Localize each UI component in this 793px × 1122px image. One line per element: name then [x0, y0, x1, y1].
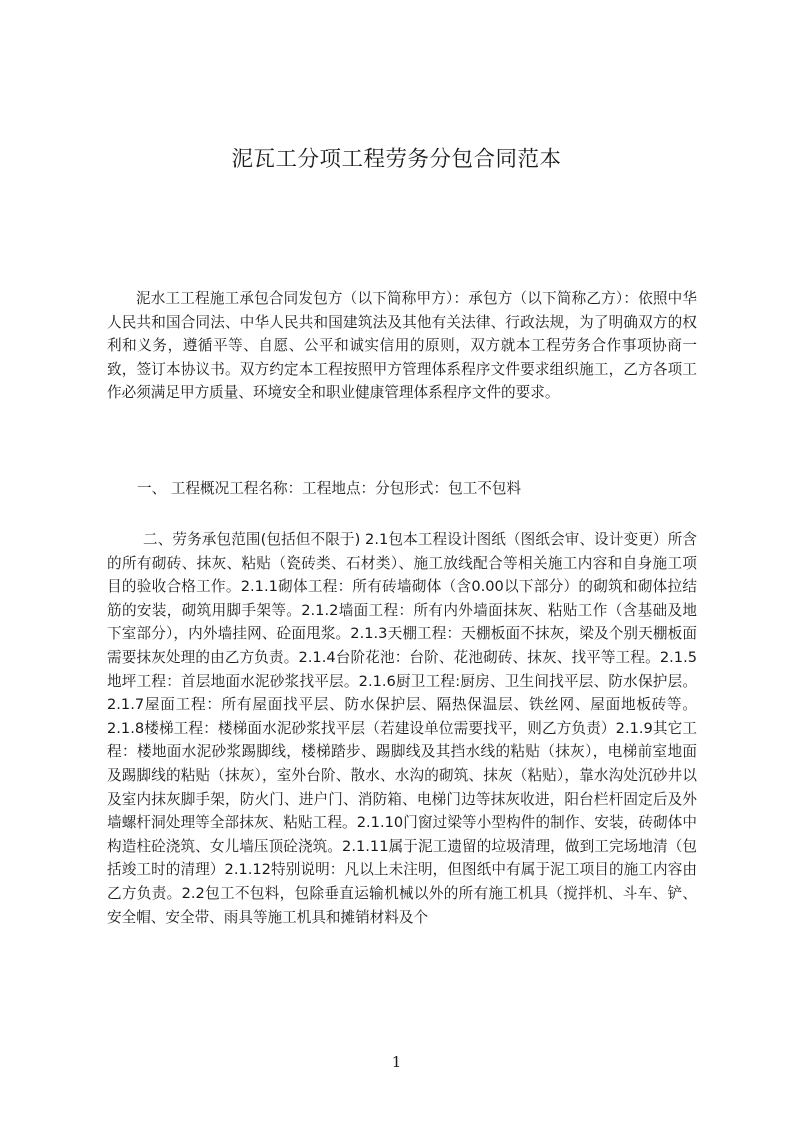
section-2-labor-scope: 二、劳务承包范围(包括但不限于) 2.1包本工程设计图纸（图纸会审、设计变更）所含的所有砌砖、抹灰、粘贴（瓷砖类、石材类）、施工放线配合等相关施工内容和自身施工项目的验收合格工作。2.1.1砌体工程：所有砖墙砌体（含0.00以下部分）的砌筑和砌体拉结筋的安装，砌筑用脚手架等。2.1.2墙面工程：所有内外墙面抹灰、粘贴工作（含基础及地下室部分），内外墙挂网、砼面甩浆。2.1.3天棚工程：天棚板面不抹灰，梁及个别天棚板面需要抹灰处理的由乙方负责。2.1.4台阶花池：台阶、花池砌砖、抹灰、找平等工程。2.1.5地坪工程：首层地面水泥砂浆找平层。2.1.6厨卫工程:厨房、卫生间找平层、防水保护层。 2.1.7屋面工程：所有屋面找平层、防水保护层、隔热保温层、铁丝网、屋面地板砖等。2.1.8楼梯工程：楼梯面水泥砂浆找平层（若建设单位需要找平，则乙方负责）2.1.9其它工程：楼地面水泥砂浆踢脚线，楼梯踏步、踢脚线及其挡水线的粘贴（抹灰），电梯前室地面及踢脚线的粘贴（抹灰），室外台阶、散水、水沟的砌筑、抹灰（粘贴），靠水沟处沉砂井以及室内抹灰脚手架，防火门、进户门、消防箱、电梯门边等抹灰收进，阳台栏杆固定后及外墙螺杆洞处理等全部抹灰、粘贴工程。2.1.10门窗过梁等小型构件的制作、安装，砖砌体中构造柱砼浇筑、女儿墙压顶砼浇筑。2.1.11属于泥工遗留的垃圾清理，做到工完场地清（包括竣工时的清理）2.1.12特别说明：凡以上未注明，但图纸中有属于泥工项目的施工内容由乙方负责。2.2包工不包料，包除垂直运输机械以外的所有施工机具（搅拌机、斗车、铲、安全帽、安全带、雨具等施工机具和摊销材料及个 — [107, 531, 697, 926]
section-1-project-overview: 一、 工程概况工程名称：工程地点：分包形式：包工不包料 — [137, 480, 522, 497]
page-number: 1 — [391, 1053, 402, 1071]
document-title: 泥瓦工分项工程劳务分包合同范本 — [231, 147, 562, 172]
intro-paragraph: 泥水工工程施工承包合同发包方（以下简称甲方）：承包方（以下简称乙方）：依照中华人民共和国合同法、中华人民共和国建筑法及其他有关法律、行政法规，为了明确双方的权利和义务，遵循平等、自愿、公平和诚实信用的原则，双方就本工程劳务合作事项协商一致，签订本协议书。双方约定本工程按照甲方管理体系程序文件要求组织施工，乙方各项工作必须满足甲方质量、环境安全和职业健康管理体系程序文件的要求。 — [107, 290, 697, 402]
